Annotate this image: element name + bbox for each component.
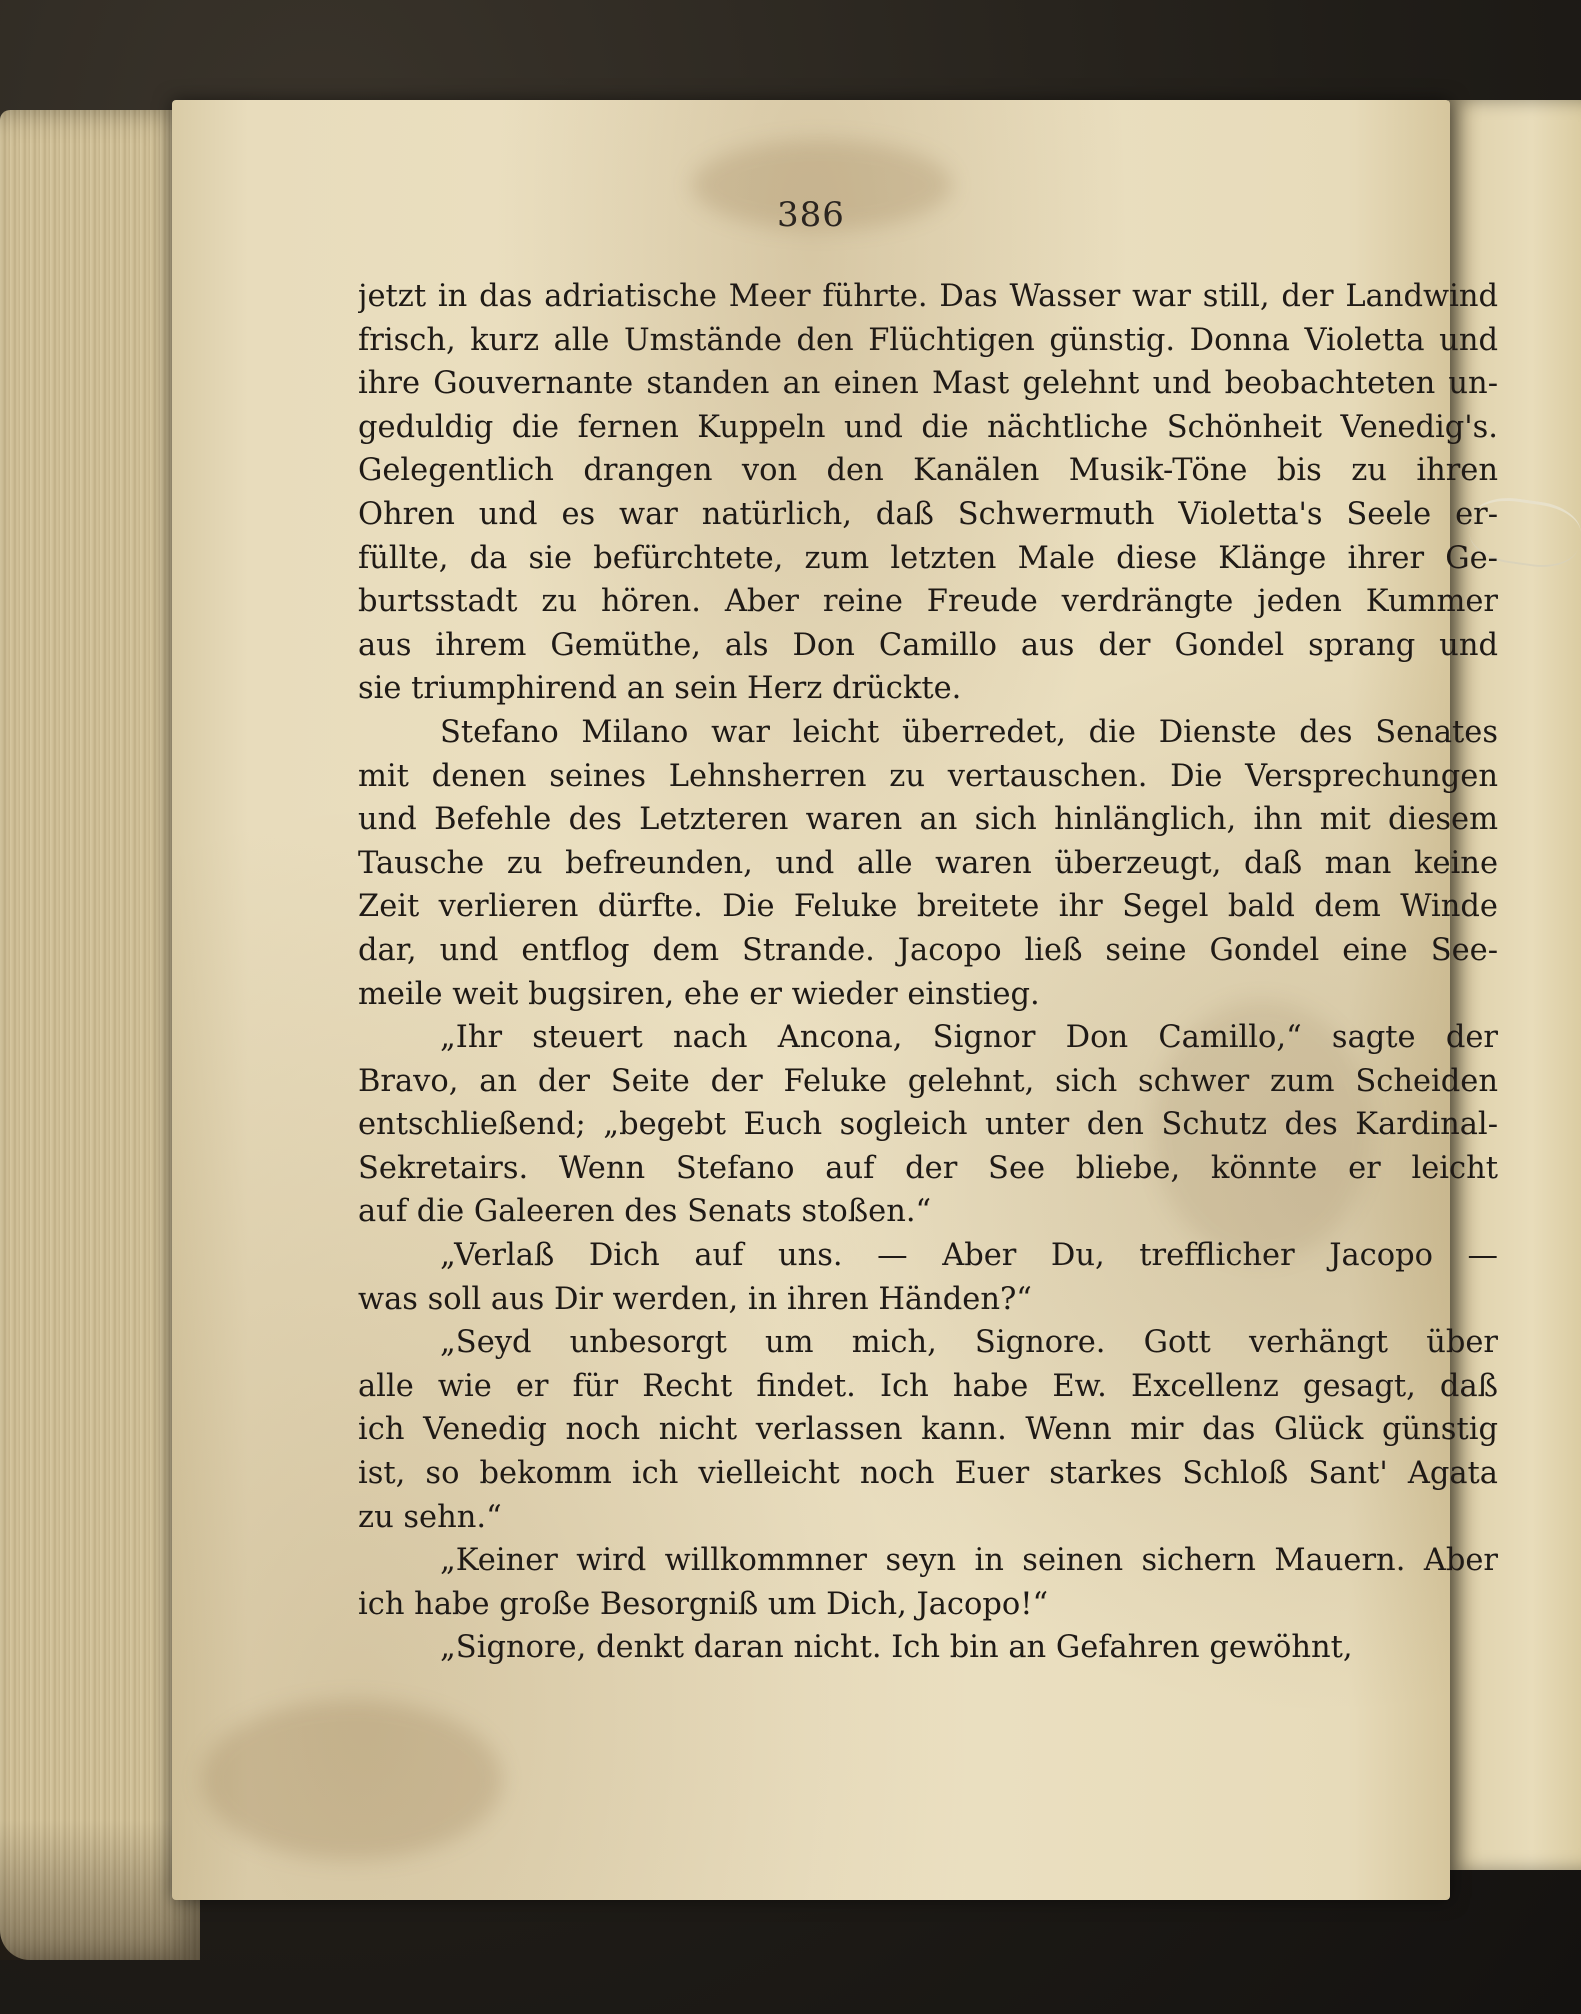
text-line: auf die Galeeren des Senats stoßen.“ (358, 1194, 932, 1230)
text-line: mit denen seines Lehnsherren zu vertauschen. Die Versprechungen (358, 758, 1498, 794)
paragraph (358, 1321, 1498, 1539)
page-stack-edges (0, 110, 200, 1960)
text-line: Sekretairs. Wenn Stefano auf der See bliebe, könnte er leicht (358, 1150, 1498, 1186)
text-line: „Signore, denkt daran nicht. Ich bin an Gefahren gewöhnt, (440, 1630, 1353, 1666)
page-number: 386 (777, 195, 845, 235)
text-line: aus ihrem Gemüthe, als Don Camillo aus der Gondel sprang und (358, 627, 1498, 663)
text-line: Bravo, an der Seite der Feluke gelehnt, sich schwer zum Scheiden (358, 1063, 1498, 1099)
text-line: zu sehn.“ (358, 1499, 502, 1535)
text-line: ist, so bekomm ich vielleicht noch Euer starkes Schloß Sant' Agata (358, 1456, 1498, 1492)
paragraph (358, 275, 1498, 711)
text-line: ich habe große Besorgniß um Dich, Jacopo!“ (358, 1586, 1049, 1622)
text-line: was soll aus Dir werden, in ihren Händen?“ (358, 1281, 1032, 1317)
text-line: sie triumphirend an sein Herz drückte. (358, 671, 962, 707)
text-line: entschließend; „begebt Euch sogleich unter den Schutz des Kardinal- (358, 1107, 1498, 1143)
text-line: und Befehle des Letzteren waren an sich hinlänglich, ihn mit diesem (358, 802, 1498, 838)
text-line: Zeit verlieren dürfte. Die Feluke breitete ihr Segel bald dem Winde (358, 889, 1498, 925)
text-line: Gelegentlich drangen von den Kanälen Musik-Töne bis zu ihren (358, 453, 1498, 489)
text-line: Ohren und es war natürlich, daß Schwermuth Violetta's Seele er- (358, 496, 1498, 532)
book-page (172, 100, 1498, 1900)
text-line: jetzt in das adriatische Meer führte. Das Wasser war still, der Landwind (358, 279, 1498, 314)
text-line: „Verlaß Dich auf uns. — Aber Du, trefflicher Jacopo — (440, 1238, 1498, 1274)
page-text (358, 275, 1498, 1670)
paragraph (358, 1626, 1498, 1670)
text-line: „Ihr steuert nach Ancona, Signor Don Camillo,“ sagte der (440, 1020, 1498, 1056)
text-line: burtsstadt zu hören. Aber reine Freude verdrängte jeden Kummer (358, 584, 1498, 620)
text-line: geduldig die fernen Kuppeln und die nächtliche Schönheit Venedig's. (358, 409, 1498, 445)
paragraph (358, 1016, 1498, 1234)
text-line: ihre Gouvernante standen an einen Mast gelehnt und beobachteten un- (358, 366, 1498, 402)
paragraph (358, 1234, 1498, 1321)
text-line: „Seyd unbesorgt um mich, Signore. Gott verhängt über (440, 1325, 1498, 1361)
text-line: Stefano Milano war leicht überredet, die Dienste des Senates (440, 714, 1498, 750)
text-line: alle wie er für Recht findet. Ich habe Ew. Excellenz gesagt, daß (358, 1368, 1498, 1404)
text-line: meile weit bugsiren, ehe er wieder einstieg. (358, 976, 1040, 1012)
text-line: dar, und entflog dem Strande. Jacopo ließ seine Gondel eine See- (358, 932, 1498, 968)
paragraph (358, 1539, 1498, 1626)
text-line: frisch, kurz alle Umstände den Flüchtigen günstig. Donna Violetta und (358, 322, 1498, 358)
text-line: ich Venedig noch nicht verlassen kann. Wenn mir das Glück günstig (358, 1412, 1498, 1448)
age-stain (202, 1700, 502, 1860)
paragraph (358, 711, 1498, 1016)
text-line: „Keiner wird willkommner seyn in seinen sichern Mauern. Aber (440, 1543, 1498, 1579)
text-line: Tausche zu befreunden, und alle waren überzeugt, daß man keine (358, 845, 1498, 881)
text-line: füllte, da sie befürchtete, zum letzten Male diese Klänge ihrer Ge- (358, 540, 1498, 576)
